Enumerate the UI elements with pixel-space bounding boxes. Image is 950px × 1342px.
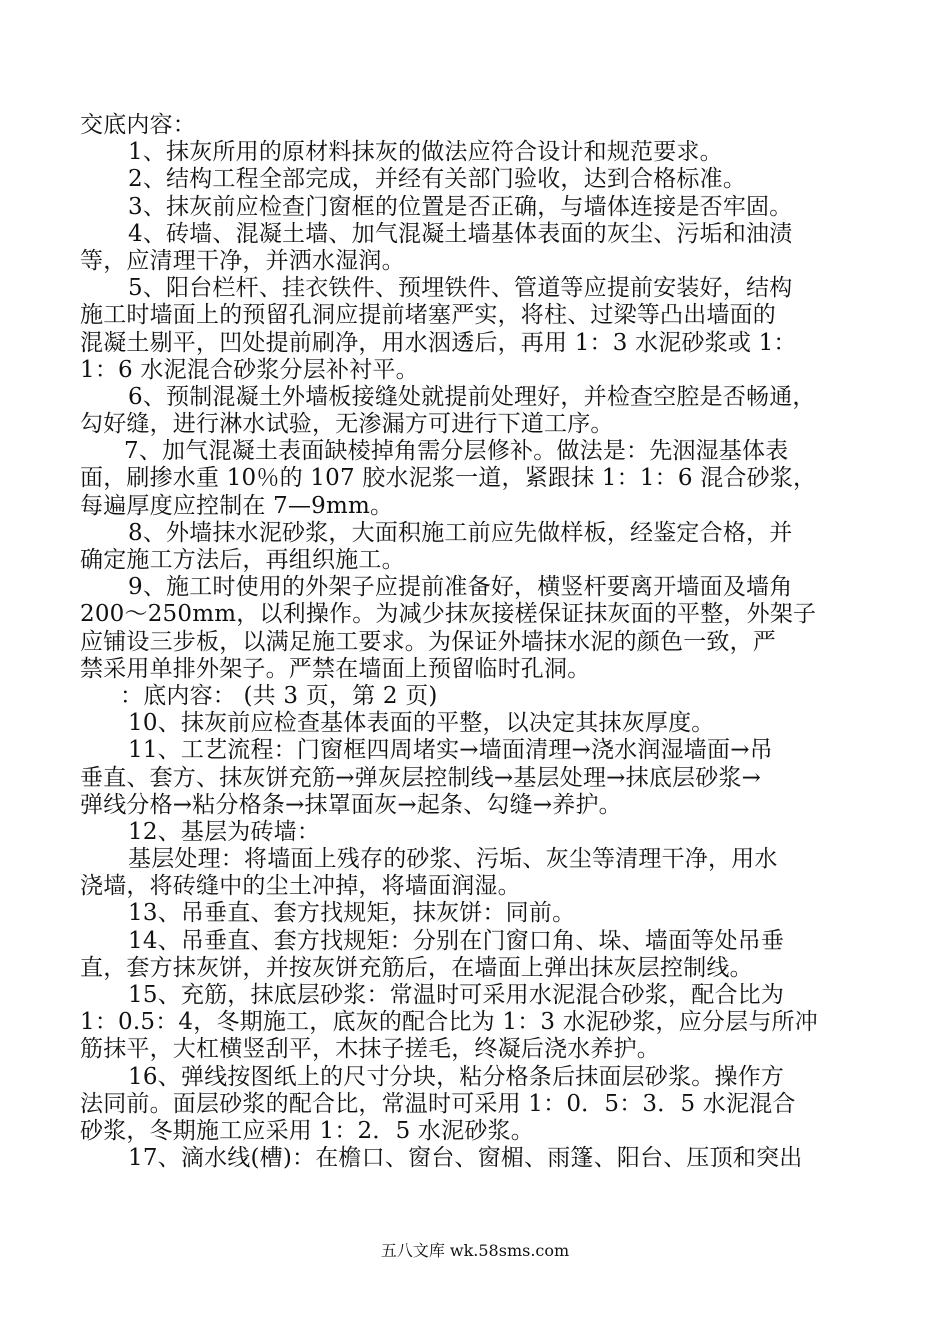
paragraph-line: 9、施工时使用的外架子应提前准备好，横竖杆要离开墙面及墙角 — [128, 574, 793, 601]
paragraph-line: 面，刷掺水重 10％的 107 胶水泥浆一道，紧跟抹 1：1：6 混合砂浆， — [80, 465, 817, 492]
paragraph-line: 13、吊垂直、套方找规矩，抹灰饼：同前。 — [128, 900, 576, 927]
page-marker-line: ：底内容： (共 3 页，第 2 页) — [120, 682, 438, 709]
paragraph-line: 确定施工方法后，再组织施工。 — [80, 547, 405, 573]
paragraph-line: 等，应清理干净，并洒水湿润。 — [80, 247, 405, 274]
paragraph-line: 7、加气混凝土表面缺棱掉角需分层修补。做法是：先洇湿基体表 — [124, 438, 789, 465]
paragraph-line: 11、工艺流程：门窗框四周堵实→墙面清理→浇水润湿墙面→吊 — [128, 737, 773, 764]
paragraph-line: 每遍厚度应控制在 7—9mm。 — [80, 492, 394, 519]
paragraph-line: 弹线分格→粘分格条→抹罩面灰→起条、勾缝→养护。 — [80, 791, 622, 818]
paragraph-line: 14、吊垂直、套方找规矩：分别在门窗口角、垛、墙面等处吊垂 — [128, 927, 785, 954]
paragraph-line: 1：0.5：4，冬期施工，底灰的配合比为 1：3 水泥砂浆，应分层与所冲 — [80, 1009, 818, 1036]
paragraph-line: 垂直、套方、抹灰饼充筋→弹灰层控制线→基层处理→抹底层砂浆→ — [80, 764, 762, 791]
paragraph-line: 15、充筋，抹底层砂浆：常温时可采用水泥混合砂浆，配合比为 — [128, 982, 785, 1008]
paragraph-line: 17、滴水线(槽)：在檐口、窗台、窗楣、雨篷、阳台、压顶和突出 — [128, 1145, 803, 1172]
paragraph-line: 12、基层为砖墙： — [128, 818, 321, 845]
document-body — [80, 112, 875, 1172]
paragraph-line: 200～250mm，以利操作。为减少抹灰接槎保证抹灰面的平整，外架子 — [80, 601, 817, 628]
paragraph-line: 法同前。面层砂浆的配合比，常温时可采用 1：0．5：3．5 水泥混合 — [80, 1090, 796, 1117]
paragraph-line: 应铺设三步板，以满足施工要求。为保证外墙抹水泥的颜色一致，严 — [80, 628, 776, 655]
paragraph-line: 浇墙，将砖缝中的尘土冲掉，将墙面润湿。 — [80, 873, 521, 900]
paragraph-line: 4、砖墙、混凝土墙、加气混凝土墙基体表面的灰尘、污垢和油渍 — [128, 220, 793, 247]
paragraph-line: 混凝土剔平，凹处提前刷净，用水洇透后，再用 1：3 水泥砂浆或 1： — [80, 329, 797, 356]
paragraph-line: 基层处理：将墙面上残存的砂浆、污垢、灰尘等清理干净，用水 — [128, 846, 778, 873]
paragraph-line: 砂浆，冬期施工应采用 1：2．5 水泥砂浆。 — [80, 1117, 534, 1144]
footer-source-text: 五八文库 wk.58sms.com — [380, 1241, 570, 1260]
paragraph-line: 1、抹灰所用的原材料抹灰的做法应符合设计和规范要求。 — [128, 139, 723, 166]
section-heading: 交底内容： — [80, 112, 196, 138]
paragraph-line: 10、抹灰前应检查基体表面的平整，以决定其抹灰厚度。 — [128, 710, 715, 737]
paragraph-line: 筋抹平，大杠横竖刮平，木抹子搓毛，终凝后浇水养护。 — [80, 1036, 660, 1063]
paragraph-line: 8、外墙抹水泥砂浆，大面积施工前应先做样板，经鉴定合格，并 — [128, 519, 793, 546]
paragraph-line: 勾好缝，进行淋水试验，无渗漏方可进行下道工序。 — [80, 411, 614, 438]
paragraph-line: 施工时墙面上的预留孔洞应提前堵塞严实，将柱、过梁等凸出墙面的 — [80, 302, 776, 329]
paragraph-line: 16、弹线按图纸上的尺寸分块，粘分格条后抹面层砂浆。操作方 — [128, 1063, 785, 1090]
paragraph-line: 6、预制混凝土外墙板接缝处就提前处理好，并检查空腔是否畅通， — [128, 383, 816, 410]
paragraph-line: 1：6 水泥混合砂浆分层补衬平。 — [80, 356, 419, 383]
paragraph-line: 直，套方抹灰饼，并按灰饼充筋后，在墙面上弹出抹灰层控制线。 — [80, 954, 753, 981]
paragraph-line: 5、阳台栏杆、挂衣铁件、预埋铁件、管道等应提前安装好，结构 — [128, 275, 793, 302]
paragraph-line: 2、结构工程全部完成，并经有关部门验收，达到合格标准。 — [128, 166, 747, 193]
paragraph-line: 3、抹灰前应检查门窗框的位置是否正确，与墙体连接是否牢固。 — [128, 193, 793, 220]
paragraph-line: 禁采用单排外架子。严禁在墙面上预留临时孔洞。 — [80, 655, 591, 682]
